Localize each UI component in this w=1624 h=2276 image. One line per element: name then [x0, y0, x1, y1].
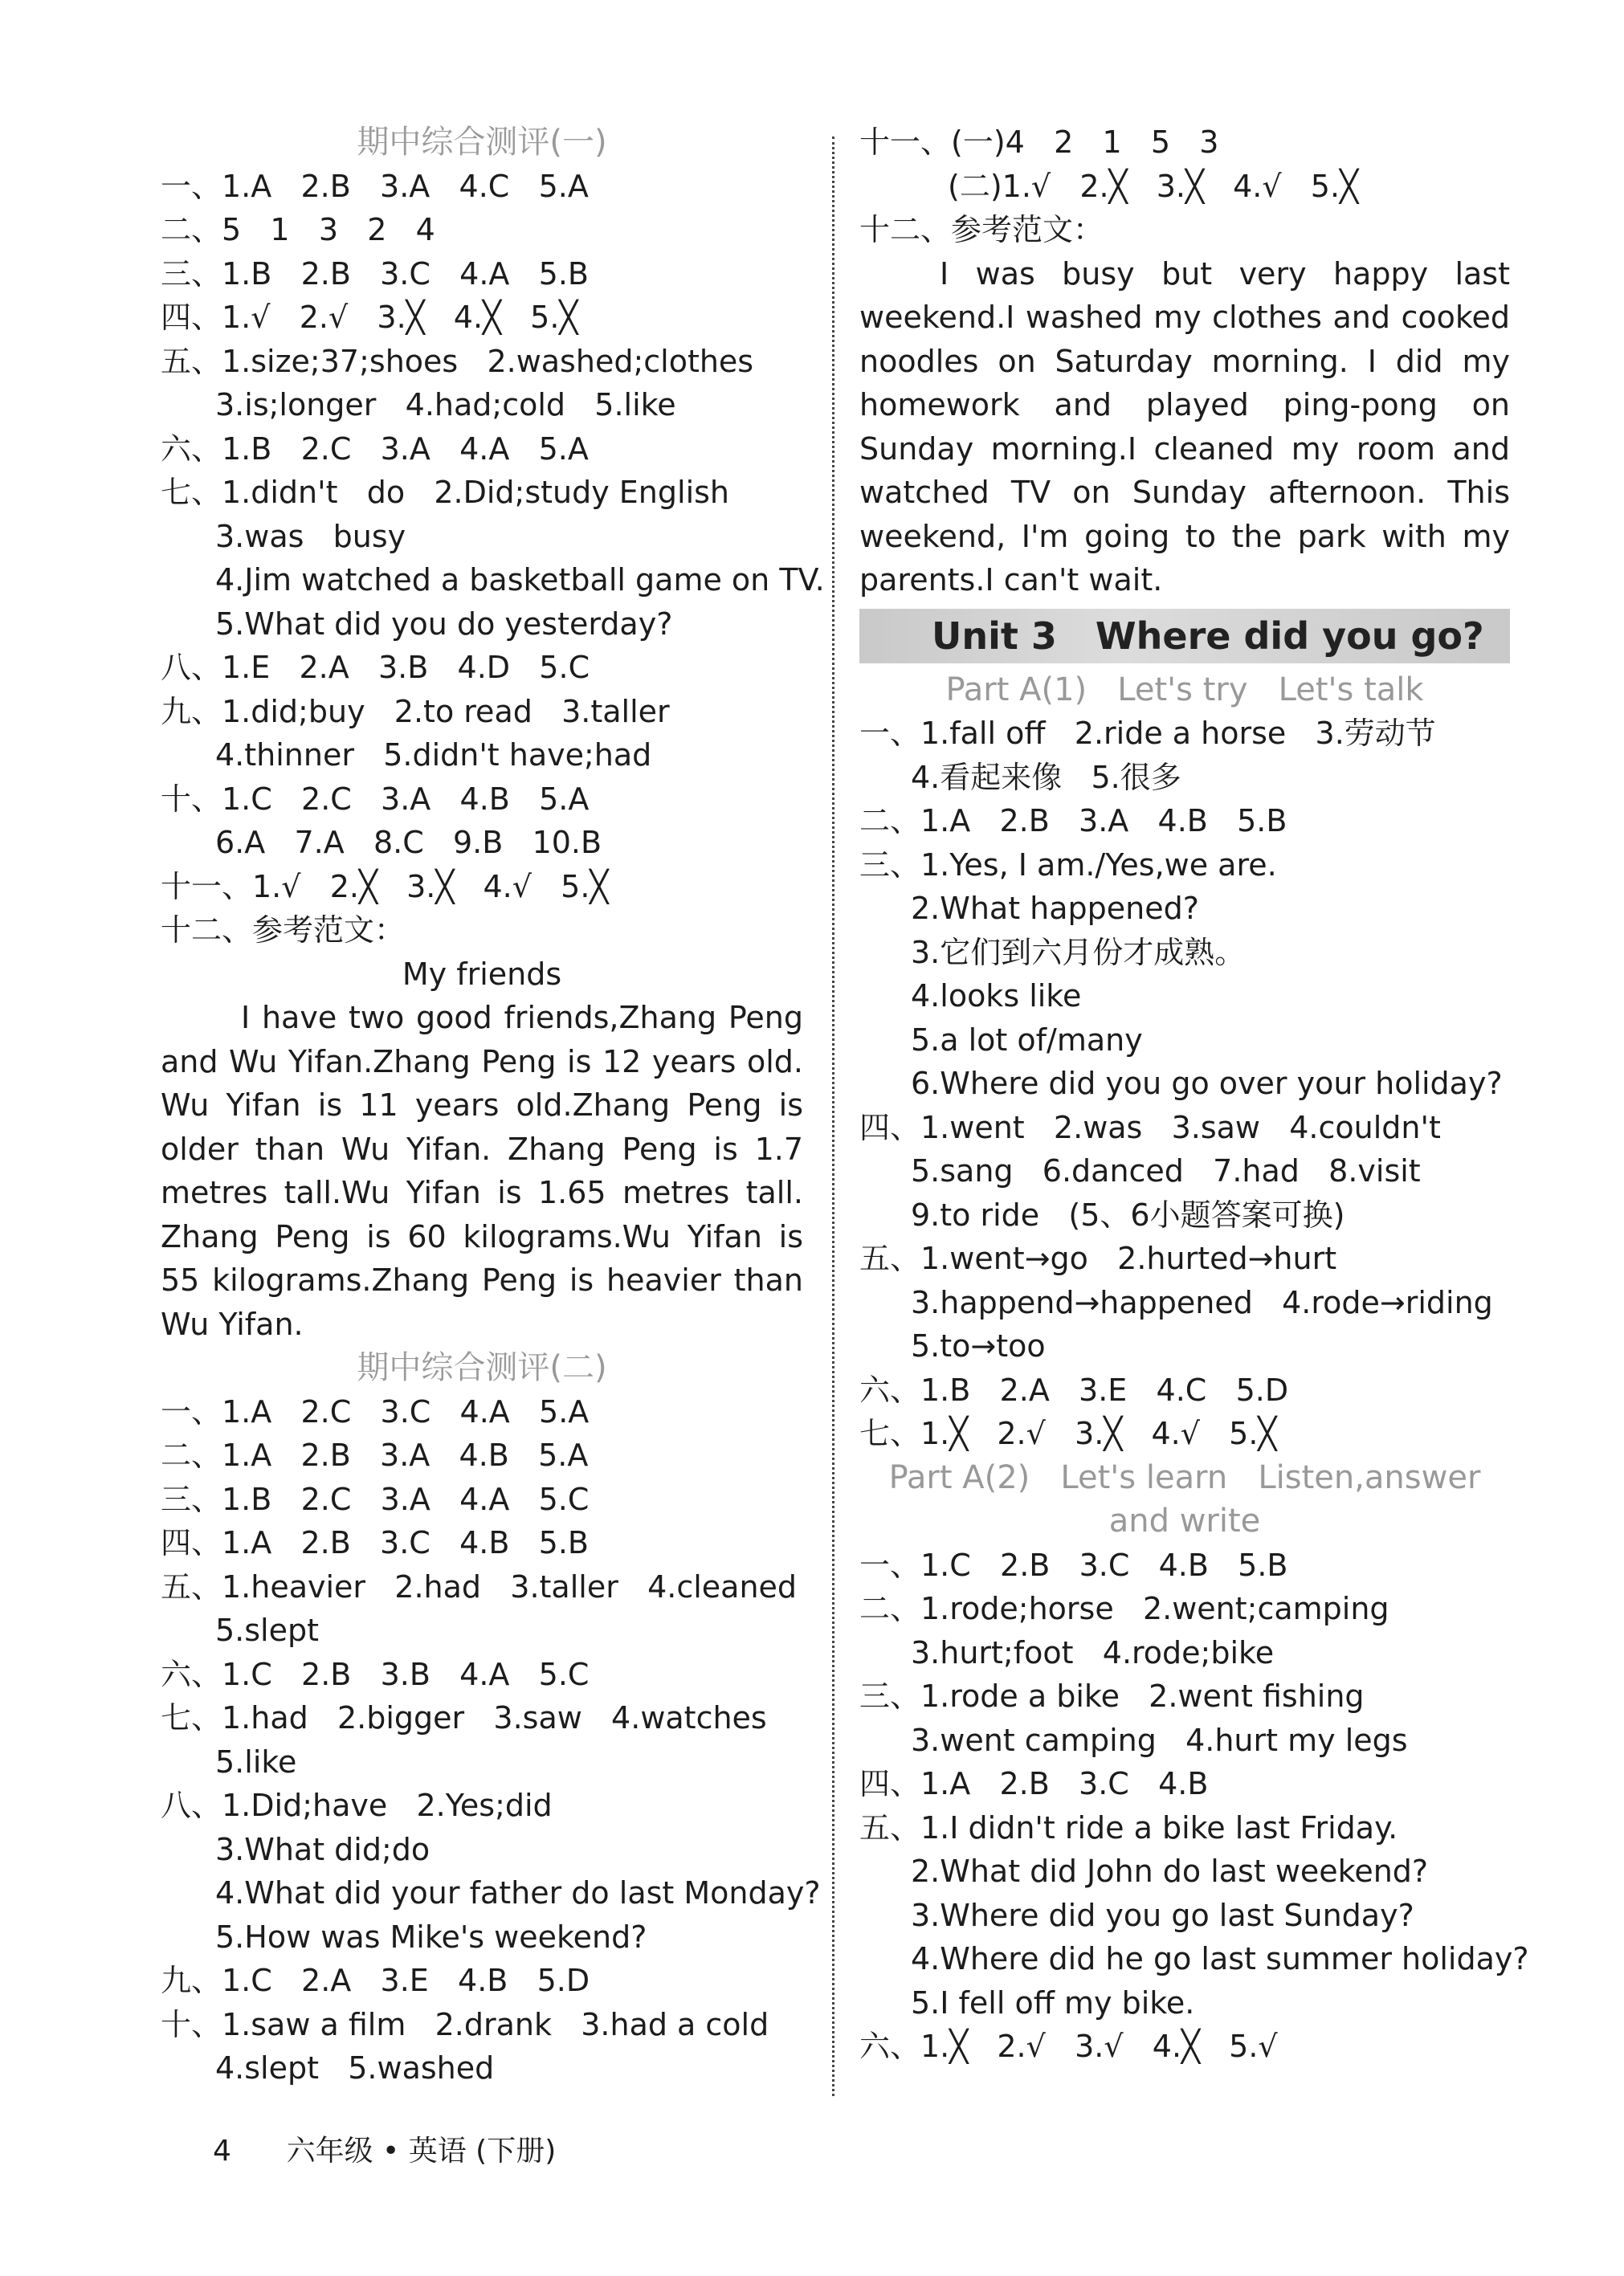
- part-title: Part A(2) Let's learn Listen,answer: [888, 1458, 1481, 1496]
- answer-line: 七、1.didn't do 2.Did;study English: [161, 475, 730, 510]
- answer-line: 十二、参考范文：: [859, 212, 1104, 247]
- answer-line: 二、1.A 2.B 3.A 4.B 5.B: [859, 803, 1287, 838]
- answer-line: 3.Where did you go last Sunday?: [911, 1897, 1414, 1933]
- answer-line: 4.slept 5.washed: [215, 2050, 495, 2086]
- answer-line: 5.slept: [215, 1613, 320, 1648]
- answer-line: 2.What happened?: [911, 891, 1199, 926]
- answer-line: 5.a lot of/many: [911, 1022, 1143, 1058]
- answer-line: 4.What did your father do last Monday?: [215, 1875, 821, 1911]
- right-column: [859, 120, 1529, 2069]
- page-number: 4: [213, 2135, 231, 2168]
- answer-line: 3.它们到六月份才成熟。: [911, 934, 1246, 970]
- answer-line: 6.Where did you go over your holiday?: [911, 1066, 1503, 1101]
- answer-line: 十二、参考范文：: [161, 912, 406, 948]
- answer-line: 4.thinner 5.didn't have;had: [215, 737, 652, 773]
- answer-line: 5.sang 6.danced 7.had 8.visit: [911, 1153, 1421, 1189]
- essay-paragraph: I have two good friends,Zhang Peng and Wu Yifan.Zhang Peng is 12 years old. Wu Yifan is 11 years old.Zhang Peng is older than Wu Yifan. Zhang Peng is 1.7 metres tall.Wu Yifan is 1.65 metres tall. Zhang Peng is 60 kilograms.Wu Yifan is 55 kilograms.Zhang Peng is heavier than Wu Yifan.: [161, 1000, 803, 1342]
- answer-line: 一、1.A 2.B 3.A 4.C 5.A: [161, 168, 589, 204]
- answer-line: 二、5 1 3 2 4: [161, 212, 435, 247]
- answer-line: 3.What did;do: [215, 1831, 430, 1867]
- answer-line: 三、1.B 2.C 3.A 4.A 5.C: [161, 1481, 590, 1517]
- answer-line: 三、1.B 2.B 3.C 4.A 5.B: [161, 255, 589, 292]
- answer-line: 一、1.A 2.C 3.C 4.A 5.A: [161, 1393, 590, 1430]
- answer-line: 五、1.went→go 2.hurted→hurt: [859, 1241, 1337, 1276]
- unit-banner: [859, 609, 1510, 663]
- answer-line: 十一、1.√ 2.╳ 3.╳ 4.√ 5.╳: [161, 868, 609, 904]
- answer-line: 七、1.had 2.bigger 3.saw 4.watches: [161, 1700, 767, 1736]
- section-title: 期中综合测评(一): [357, 124, 607, 161]
- answer-line: 十、1.saw a film 2.drank 3.had a cold: [161, 2006, 769, 2042]
- answer-line: 四、1.A 2.B 3.C 4.B 5.B: [161, 1525, 589, 1560]
- section-title: 期中综合测评(二): [357, 1349, 607, 1386]
- answer-line: 十、1.C 2.C 3.A 4.B 5.A: [161, 781, 590, 817]
- answer-line: 四、1.√ 2.√ 3.╳ 4.╳ 5.╳: [161, 300, 578, 335]
- answer-line: 六、1.C 2.B 3.B 4.A 5.C: [161, 1656, 590, 1692]
- answer-line: 一、1.C 2.B 3.C 4.B 5.B: [859, 1547, 1288, 1583]
- column-divider: [832, 137, 834, 2096]
- answer-line: 3.is;longer 4.had;cold 5.like: [215, 387, 676, 422]
- page-footer: [213, 2128, 556, 2169]
- answer-line: 4.Jim watched a basketball game on TV.: [215, 562, 825, 598]
- answer-line: 六、1.B 2.A 3.E 4.C 5.D: [859, 1372, 1289, 1408]
- answer-line: 四、1.A 2.B 3.C 4.B: [859, 1766, 1209, 1801]
- book-title: 六年级 • 英语 (下册): [286, 2135, 557, 2168]
- answer-line: 5.What did you do yesterday?: [215, 606, 673, 642]
- unit-title: Unit 3 Where did you go?: [932, 614, 1484, 658]
- answer-line: 5.to→too: [911, 1328, 1046, 1364]
- answer-line: 3.hurt;foot 4.rode;bike: [911, 1634, 1275, 1670]
- answer-line: 二、1.rode;horse 2.went;camping: [859, 1591, 1389, 1626]
- answer-line: 三、1.rode a bike 2.went fishing: [859, 1678, 1365, 1714]
- answer-line: 3.happend→happened 4.rode→riding: [911, 1284, 1493, 1320]
- answer-line: 2.What did John do last weekend?: [911, 1854, 1429, 1889]
- essay-paragraph: I was busy but very happy last weekend.I washed my clothes and cooked noodles on Saturday morning. I did my homework and played ping-pong on Sunday morning.I cleaned my room and watched TV on Sunday afternoon. This weekend, I'm going to the park with my parents.I can't wait.: [859, 255, 1510, 598]
- answer-line: 三、1.Yes, I am./Yes,we are.: [859, 846, 1277, 883]
- answer-line: 5.like: [215, 1744, 297, 1780]
- answer-line: 十一、(一)4 2 1 5 3: [859, 124, 1219, 160]
- answer-line: 3.was busy: [215, 518, 406, 554]
- answer-line: 五、1.I didn't ride a bike last Friday.: [859, 1809, 1398, 1846]
- part-title: Part A(1) Let's try Let's talk: [945, 671, 1424, 708]
- answer-line: 五、1.size;37;shoes 2.washed;clothes: [161, 343, 754, 379]
- answer-line: 4.看起来像 5.很多: [911, 759, 1181, 795]
- part-title-cont: and write: [1108, 1503, 1261, 1540]
- answer-line: 一、1.fall off 2.ride a horse 3.劳动节: [859, 716, 1436, 751]
- answer-line: 五、1.heavier 2.had 3.taller 4.cleaned: [161, 1568, 798, 1605]
- answer-line: 九、1.C 2.A 3.E 4.B 5.D: [161, 1963, 590, 1998]
- answer-line: 4.looks like: [911, 978, 1082, 1014]
- answer-line: 六、1.╳ 2.√ 3.√ 4.╳ 5.√: [859, 2029, 1278, 2064]
- answer-line: (二)1.√ 2.╳ 3.╳ 4.√ 5.╳: [948, 168, 1358, 204]
- answer-line: 5.How was Mike's weekend?: [215, 1919, 647, 1955]
- answer-line: 6.A 7.A 8.C 9.B 10.B: [215, 825, 602, 860]
- answer-line: 八、1.E 2.A 3.B 4.D 5.C: [161, 650, 590, 685]
- answer-line: 四、1.went 2.was 3.saw 4.couldn't: [859, 1109, 1441, 1145]
- answer-line: 八、1.Did;have 2.Yes;did: [161, 1788, 553, 1823]
- answer-line: 六、1.B 2.C 3.A 4.A 5.A: [161, 430, 589, 467]
- answer-line: 9.to ride (5、6小题答案可换): [911, 1197, 1345, 1233]
- answer-line: 七、1.╳ 2.√ 3.╳ 4.√ 5.╳: [859, 1416, 1277, 1451]
- left-column: [161, 120, 825, 2090]
- answer-line: 4.Where did he go last summer holiday?: [911, 1941, 1529, 1976]
- answer-line: 5.I fell off my bike.: [911, 1984, 1195, 2021]
- answer-line: 二、1.A 2.B 3.A 4.B 5.A: [161, 1438, 589, 1473]
- answer-line: 3.went camping 4.hurt my legs: [911, 1722, 1408, 1758]
- essay-title: My friends: [402, 956, 562, 992]
- answer-line: 九、1.did;buy 2.to read 3.taller: [161, 693, 670, 729]
